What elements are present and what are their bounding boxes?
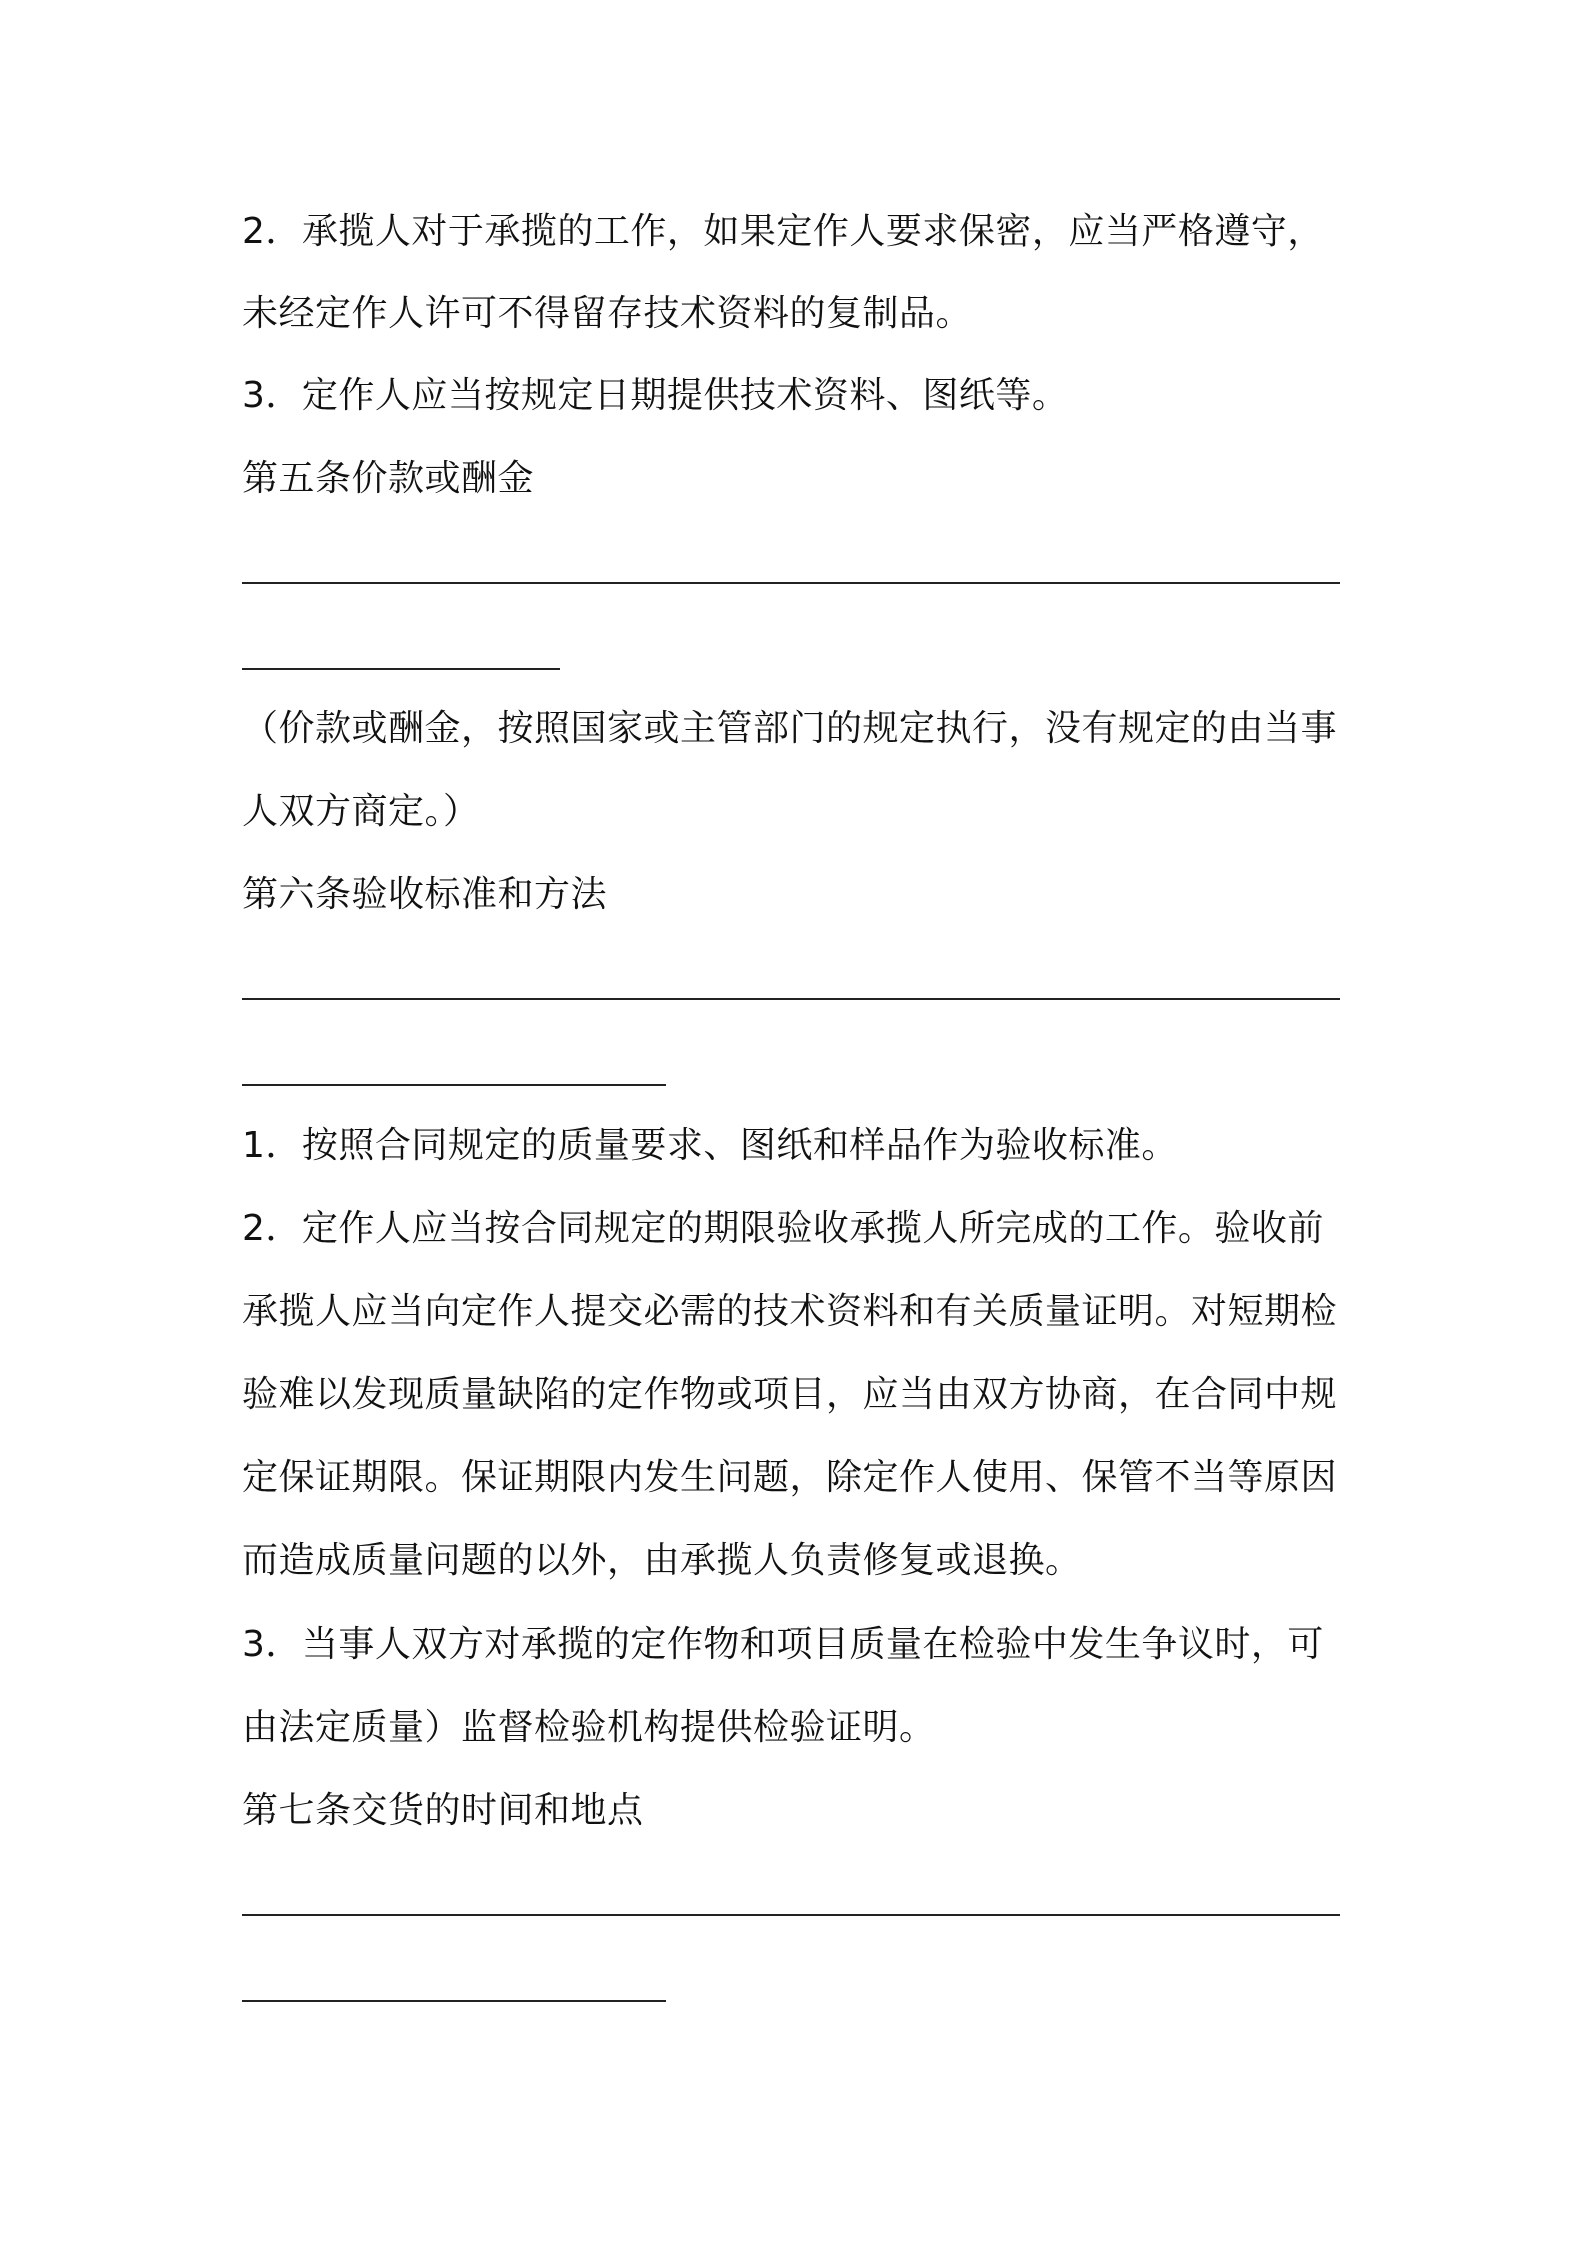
clause-4-item-2-line-1: 2．承揽人对于承揽的工作，如果定作人要求保密，应当严格遵守，	[242, 211, 1324, 252]
clause-5-note-line-2: 人双方商定。）	[242, 791, 480, 832]
clause-6-item-3-line-2: 由法定质量）监督检验机构提供检验证明。	[242, 1707, 936, 1748]
clause-7-blank-line-2	[242, 2000, 666, 2002]
clause-6-item-2-line-2: 承揽人应当向定作人提交必需的技术资料和有关质量证明。对短期检	[242, 1291, 1338, 1332]
clause-7-blank-line-1	[242, 1914, 1340, 1916]
clause-6-item-2-line-4: 定保证期限。保证期限内发生问题，除定作人使用、保管不当等原因	[242, 1457, 1338, 1498]
clause-6-item-2-line-5: 而造成质量问题的以外，由承揽人负责修复或退换。	[242, 1540, 1082, 1581]
clause-5-note-line-1: （价款或酬金，按照国家或主管部门的规定执行，没有规定的由当事	[242, 708, 1338, 749]
clause-4-item-3: 3．定作人应当按规定日期提供技术资料、图纸等。	[242, 375, 1069, 416]
clause-6-item-2-line-3: 验难以发现质量缺陷的定作物或项目，应当由双方协商，在合同中规	[242, 1374, 1338, 1415]
clause-4-item-2-line-2: 未经定作人许可不得留存技术资料的复制品。	[242, 293, 973, 334]
clause-6-item-2-line-1: 2．定作人应当按合同规定的期限验收承揽人所完成的工作。验收前	[242, 1208, 1324, 1249]
clause-6-heading: 第六条验收标准和方法	[242, 874, 608, 915]
clause-6-blank-line-2	[242, 1084, 666, 1086]
clause-5-heading: 第五条价款或酬金	[242, 458, 535, 499]
clause-6-blank-line-1	[242, 998, 1340, 1000]
clause-5-blank-line-1	[242, 582, 1340, 584]
clause-5-blank-line-2	[242, 668, 560, 670]
clause-7-heading: 第七条交货的时间和地点	[242, 1790, 644, 1831]
clause-6-item-1: 1．按照合同规定的质量要求、图纸和样品作为验收标准。	[242, 1125, 1178, 1166]
clause-6-item-3-line-1: 3．当事人双方对承揽的定作物和项目质量在检验中发生争议时，可	[242, 1624, 1324, 1665]
